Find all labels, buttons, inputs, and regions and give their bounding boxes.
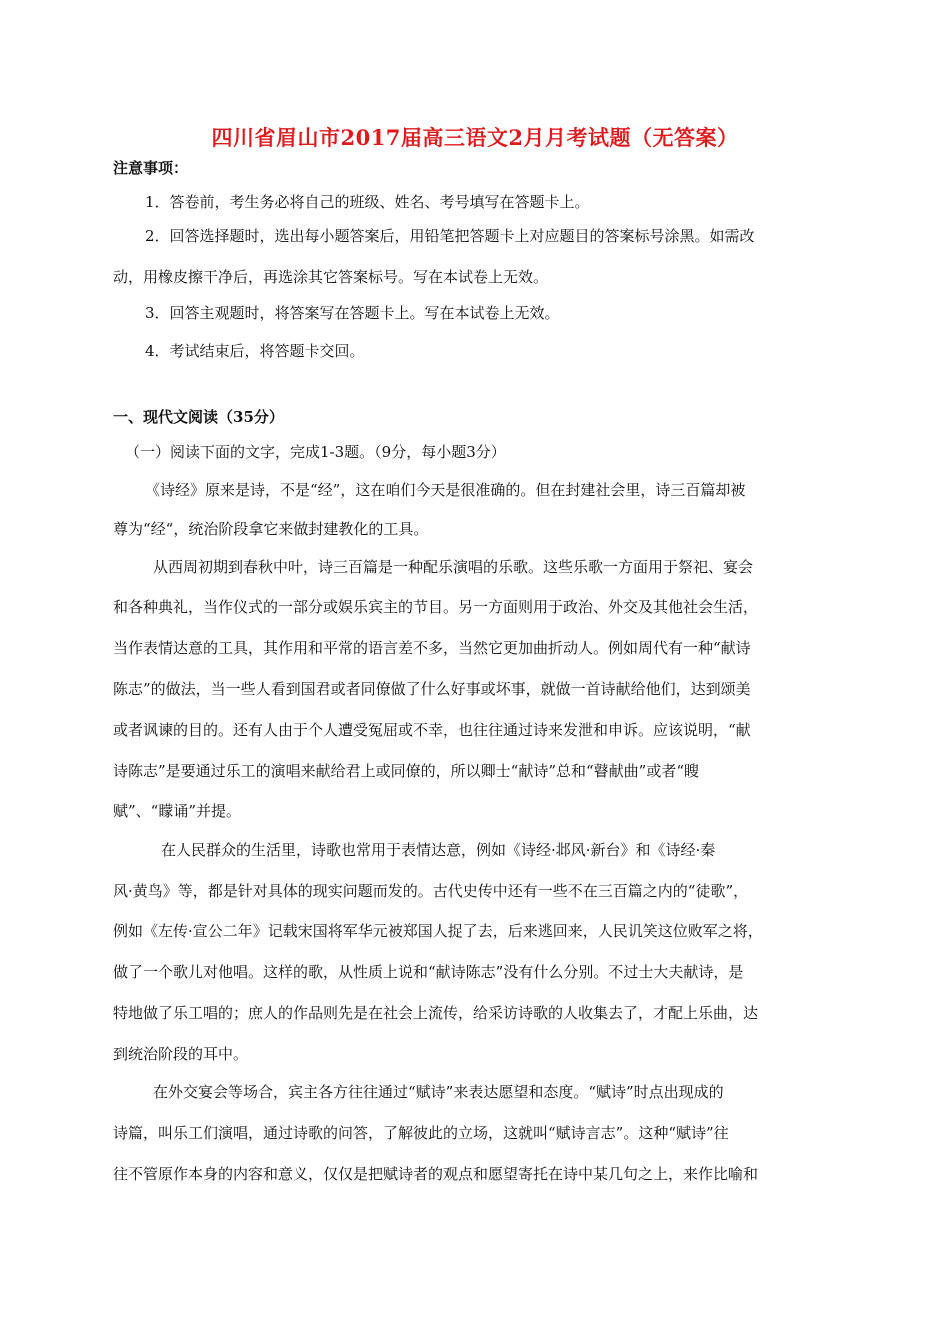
notice-item: 2．回答选择题时，选出每小题答案后，用铅笔把答题卡上对应题目的答案标号涂黑。如需改 [145, 227, 755, 245]
body-line: 《诗经》原来是诗，不是“经”，这在咱们今天是很准确的。但在封建社会里，诗三百篇却被 [145, 481, 746, 499]
body-line: 和各种典礼，当作仪式的一部分或娱乐宾主的节目。另一方面则用于政治、外交及其他社会生活， [113, 598, 759, 616]
body-line: 在外交宴会等场合，宾主各方往往通过“赋诗”来表达愿望和态度。“赋诗”时点出现成的 [153, 1083, 724, 1101]
body-line: 例如《左传·宣公二年》记载宋国将军华元被郑国人捉了去，后来逃回来，人民讥笑这位败军之将， [113, 922, 763, 940]
document-title: 四川省眉山市2017届高三语文2月月考试题（无答案） [211, 125, 739, 150]
body-line: 或者讽谏的目的。还有人由于个人遭受冤屈或不幸，也往往通过诗来发泄和申诉。应该说明，“献 [113, 721, 751, 739]
section-heading: 一、现代文阅读（35分） [113, 408, 284, 426]
body-line: 尊为“经“，统治阶段拿它来做封建教化的工具。 [113, 520, 429, 538]
notice-item: 4．考试结束后，将答题卡交回。 [145, 342, 365, 360]
body-line: 从西周初期到春秋中叶，诗三百篇是一种配乐演唱的乐歌。这些乐歌一方面用于祭祀、宴会 [153, 558, 754, 576]
body-line: 诗陈志”是要通过乐工的演唱来献给君上或同僚的，所以卿士“献诗”总和“瞽献曲”或者“瞍 [113, 762, 700, 780]
notice-item-continued: 动，用橡皮擦干净后，再选涂其它答案标号。写在本试卷上无效。 [113, 268, 549, 286]
body-line: 到统治阶段的耳中。 [113, 1045, 249, 1063]
body-line: 做了一个歌儿对他唱。这样的歌，从性质上说和“献诗陈志”没有什么分别。不过士大夫献诗，是 [113, 963, 744, 981]
section-subheading: （一）阅读下面的文字，完成1-3题。（9分，每小题3分） [125, 443, 506, 461]
body-line: 当作表情达意的工具，其作用和平常的语言差不多，当然它更加曲折动人。例如周代有一种“献诗 [113, 639, 751, 657]
body-line: 赋”、“矇诵”并提。 [113, 802, 242, 820]
body-line: 特地做了乐工唱的；庶人的作品则先是在社会上流传，给采访诗歌的人收集去了，才配上乐曲，达 [113, 1004, 759, 1022]
notice-item: 3．回答主观题时，将答案写在答题卡上。写在本试卷上无效。 [145, 304, 560, 322]
body-line: 风·黄鸟》等，都是针对具体的现实问题而发的。古代史传中还有一些不在三百篇之内的“徒歌”， [113, 882, 749, 900]
body-line: 往不管原作本身的内容和意义，仅仅是把赋诗者的观点和愿望寄托在诗中某几句之上，来作比喻和 [113, 1165, 759, 1183]
notice-heading: 注意事项： [113, 159, 189, 177]
notice-item: 1．答卷前，考生务必将自己的班级、姓名、考号填写在答题卡上。 [145, 193, 590, 211]
body-line: 在人民群众的生活里，诗歌也常用于表情达意，例如《诗经·邶风·新台》和《诗经·秦 [161, 841, 716, 859]
body-line: 陈志”的做法，当一些人看到国君或者同僚做了什么好事或坏事，就做一首诗献给他们，达到颂美 [113, 680, 751, 698]
body-line: 诗篇，叫乐工们演唱，通过诗歌的问答，了解彼此的立场，这就叫“赋诗言志”。这种“赋诗”往 [113, 1124, 729, 1142]
